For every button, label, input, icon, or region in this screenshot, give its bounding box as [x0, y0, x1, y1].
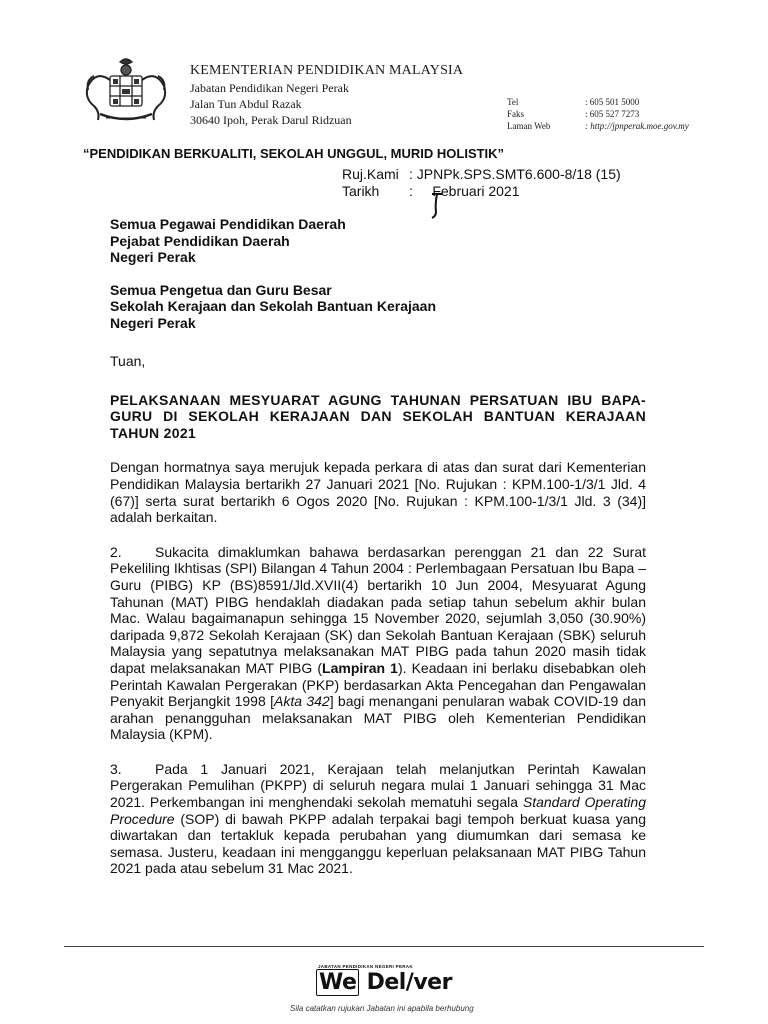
recipient-line: Negeri Perak: [110, 249, 196, 265]
tel-label: Tel: [507, 97, 519, 107]
paragraph-1: Dengan hormatnya saya merujuk kepada perkara di atas dan surat dari Kementerian Pendidikan Malaysia bertarikh 27 Januari 2021 [No. Rujukan : KPM.100-1/3/1 Jld. 4 (67)] serta surat bertarikh 6 Ogos 2020 [No. Rujukan : KPM.100-1/3/1 Jld. 3 (34)] adalah berkaitan.: [110, 459, 646, 526]
fax-label: Faks: [507, 109, 525, 119]
recipient-line: Sekolah Kerajaan dan Sekolah Bantuan Kerajaan: [110, 298, 437, 314]
motto: “PENDIDIKAN BERKUALITI, SEKOLAH UNGGUL, MURID HOLISTIK”: [83, 146, 505, 161]
letter-subject: PELAKSANAAN MESYUARAT AGUNG TAHUNAN PERSATUAN IBU BAPA-GURU DI SEKOLAH KERAJAAN DAN SEKOLAH BANTUAN KERAJAAN TAHUN 2021: [110, 391, 646, 441]
paragraph-2: 2. Sukacita dimaklumkan bahawa berdasarkan perenggan 21 dan 22 Surat Pekeliling Ikhtisas (SPI) Bilangan 4 Tahun 2004 : Perlembagaan Persatuan Ibu Bapa – Guru (PIBG) KP (BS)8591/Jld.XVII(4) bertarikh 10 Jun 2004, Mesyuarat Agung Tahunan (MAT) PIBG hendaklah diadakan pada setiap tahun sebelum akhir bulan Mac. Walau bagaimanapun sehingga 15 November 2020, sejumlah 3,050 (30.90%) daripada 9,872 Sekolah Kerajaan (SK) dan Sekolah Bantuan Kerajaan (SBK) seluruh Malaysia yang sepatutnya melaksanakan MAT PIBG pada tahun 2020 masih tidak dapat melaksanakan MAT PIBG (Lampiran 1). Keadaan ini berlaku disebabkan oleh Perintah Kawalan Pergerakan (PKP) berdasarkan Akta Pencegahan dan Pengawalan Penyakit Berjangkit 1998 [Akta 342] bagi menangani penularan wabak COVID-19 dan arahan penangguhan melaksanakan MAT PIBG oleh Kementerian Pendidikan Malaysia (KPM).: [110, 543, 647, 743]
recipient-line: Semua Pegawai Pendidikan Daerah: [110, 216, 346, 232]
department-name: Jabatan Pendidikan Negeri Perak: [190, 81, 349, 95]
malaysia-coat-of-arms-icon: [76, 56, 176, 128]
recipient-group-1: [110, 216, 646, 266]
footer-note: Sila catatkan rujukan Jabatan ini apabila berhubung: [290, 1004, 474, 1013]
tel-value: : 605 501 5000: [585, 97, 640, 107]
contact-values: [585, 96, 689, 132]
paragraph-3: 3. Pada 1 Januari 2021, Kerajaan telah melanjutkan Perintah Kawalan Pergerakan Pemulihan (PKPP) di seluruh negara mulai 1 Januari sehingga 31 Mac 2021. Perkembangan ini menghendaki sekolah mematuhi segala Standard Operating Procedure (SOP) di bawah PKPP adalah terpakai bagi tempoh berkuat kuasa yang diwartakan dan tertakluk kepada perubahan yang diumumkan dari semasa ke semasa. Justeru, keadaan ini mengganggu keperluan pelaksanaan MAT PIBG Tahun 2021 pada atau sebelum 31 Mac 2021.: [110, 760, 646, 877]
ministry-name: KEMENTERIAN PENDIDIKAN MALAYSIA: [190, 63, 464, 78]
salutation: Tuan,: [110, 353, 146, 369]
contact-labels: [507, 96, 550, 132]
city-address: 30640 Ipoh, Perak Darul Ridzuan: [190, 113, 352, 127]
tarikh-label: Tarikh: [342, 183, 380, 199]
recipient-line: Negeri Perak: [110, 314, 196, 331]
ruj-label: Ruj.Kami: [342, 166, 399, 182]
logo-caption: JABATAN PENDIDIKAN NEGERI PERAK: [318, 964, 413, 969]
letterhead: [190, 62, 463, 128]
recipient-line: Semua Pengetua dan Guru Besar: [110, 281, 332, 298]
footer-divider: [64, 946, 704, 947]
fax-value: : 605 527 7273: [585, 109, 640, 119]
lampiran-reference: Lampiran 1: [322, 659, 398, 676]
web-label: Laman Web: [507, 121, 551, 131]
paragraph-number: 2.: [110, 543, 122, 560]
akta-reference: Akta 342: [273, 693, 330, 710]
we-deliver-logo: We Del/ver: [316, 970, 452, 995]
letter-body: [110, 216, 646, 877]
ruj-value: : JPNPk.SPS.SMT6.600-8/18 (15): [409, 166, 621, 182]
sop-term: Standard Operating Procedure: [110, 794, 646, 827]
web-value: : http://jpnperak.moe.gov.my: [585, 121, 689, 131]
recipient-line: Pejabat Pendidikan Daerah: [110, 232, 290, 249]
paragraph-number: 3.: [110, 760, 122, 777]
tarikh-value: : Februari 2021: [409, 183, 520, 199]
recipient-group-2: [110, 282, 646, 332]
street-address: Jalan Tun Abdul Razak: [190, 97, 302, 111]
reference-block: [342, 166, 621, 200]
